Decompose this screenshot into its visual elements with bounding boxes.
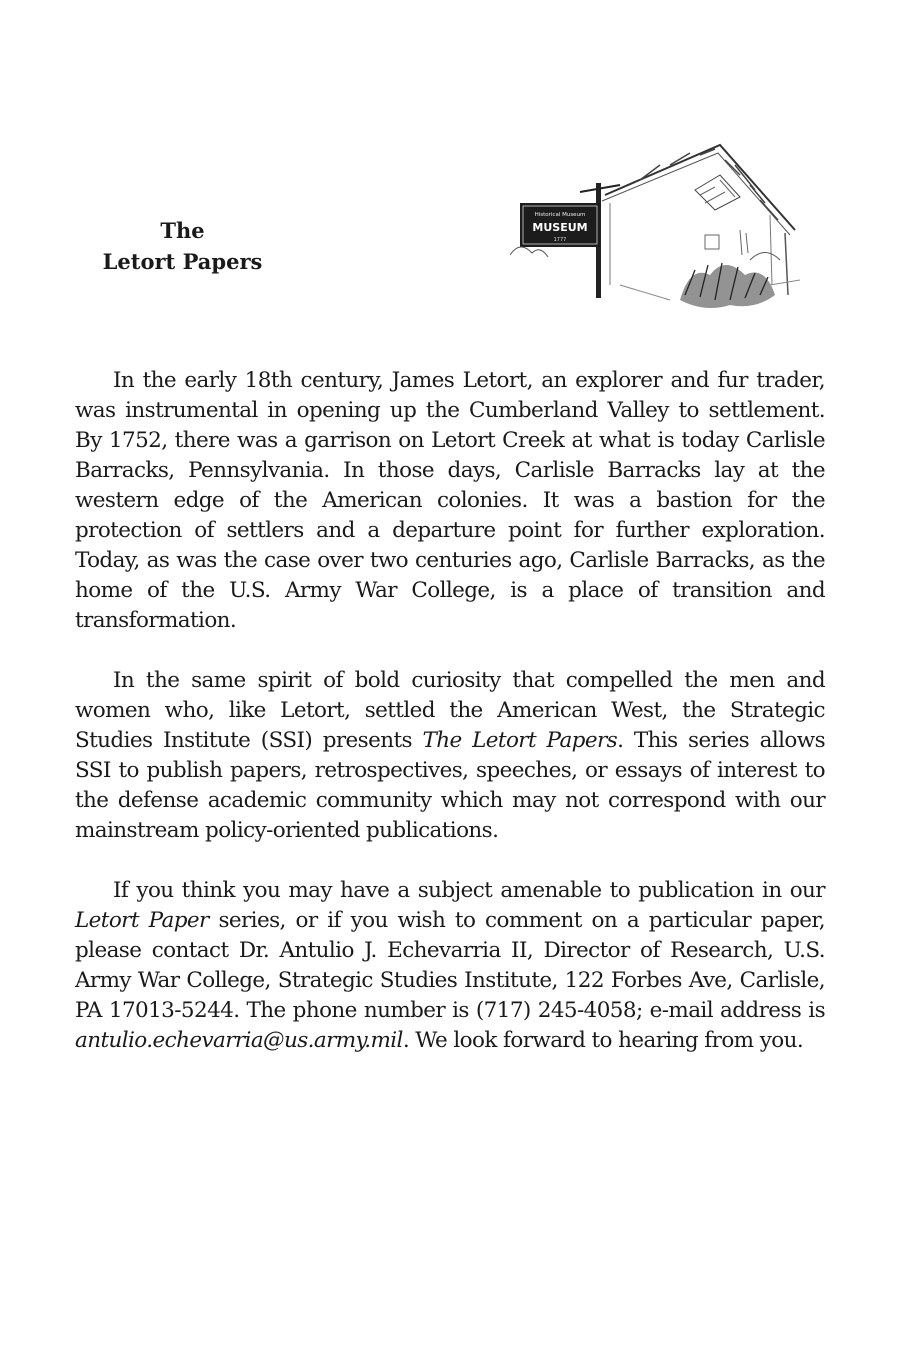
museum-sketch-illustration [510,135,810,320]
museum-sign-year: 1777 [553,237,567,243]
paragraph-2-text-after: . This series allows SSI to publish papers, retrospectives, speeches, or essays of interest to the defense academic community which may not correspond with our mainstream policy-oriented publications. [75,728,826,843]
paragraph-3-text-before: If you think you may have a subject amenable to publication in our [113,878,825,903]
series-title-italic: The Letort Papers [422,728,618,753]
page-title-line-1: The [160,218,205,243]
paragraph-3 [75,876,825,1056]
contact-email[interactable]: antulio.echevarria@us.army.mil [75,1028,403,1053]
paragraph-2-text-before: In the same spirit of bold curiosity that compelled the men and women who, like Letort, settled the American West, the Strategic Studies Institute (SSI) presents [75,668,825,753]
museum-sign-text: MUSEUM [532,221,588,234]
paragraph-2 [75,666,825,846]
page-title [95,215,270,277]
paragraph-1 [75,366,825,636]
page-title-line-2: Letort Papers [102,249,263,274]
paragraph-3-text-middle: series, or if you wish to comment on a particular paper, please contact Dr. Antulio J. Echevarria II, Director of Research, U.S. Army War College, Strategic Studies Institute, 122 Forbes Ave, Carlisle, PA 17013-5244. The phone number is (717) 245-4058; e-mail address is [75,908,825,1023]
museum-sign-top-text: Historical Museum [534,212,586,218]
paragraph-3-text-after: . We look forward to hearing from you. [402,1028,804,1053]
series-name-italic: Letort Paper [75,908,209,933]
body-text [75,366,825,1086]
paragraph-1-text: In the early 18th century, James Letort, an explorer and fur trader, was instrumental in opening up the Cumberland Valley to settlement. By 1752, there was a garrison on Letort Creek at what is today Carlisle Barracks, Pennsylvania. In those days, Carlisle Barracks lay at the western edge of the American colonies. It was a bastion for the protection of settlers and a departure point for further exploration. Today, as was the case over two centuries ago, Carlisle Barracks, as the home of the U.S. Army War College, is a place of transition and transformation. [75,368,825,633]
